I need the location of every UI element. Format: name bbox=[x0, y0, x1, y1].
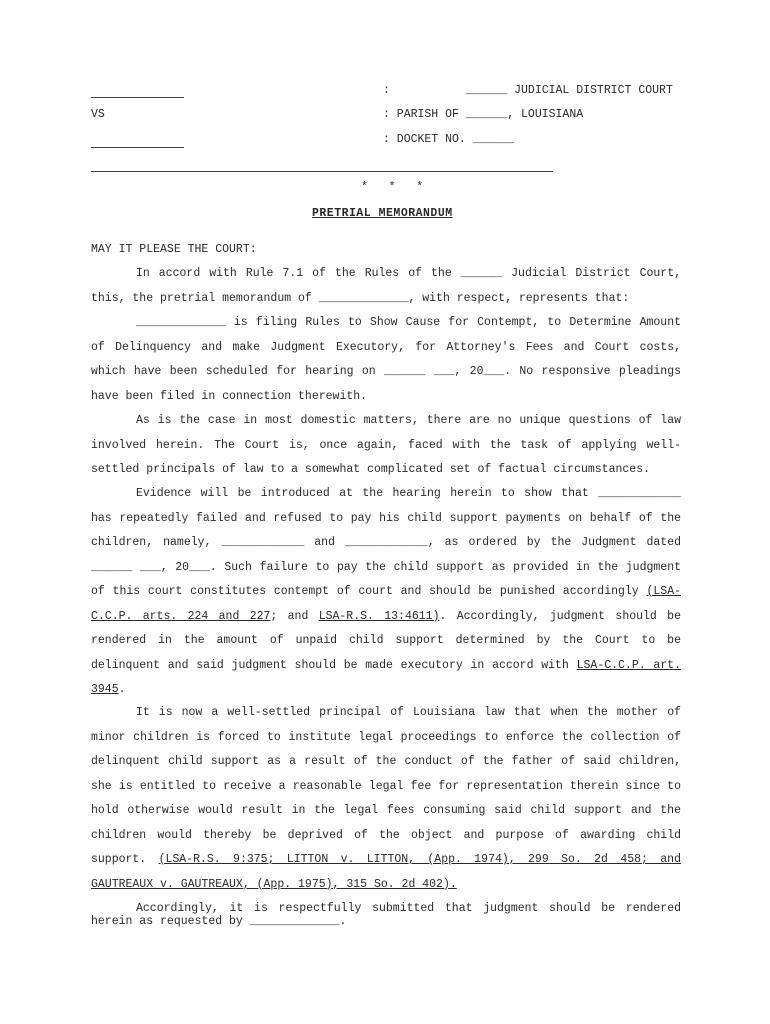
section-stars: * * * bbox=[361, 181, 424, 194]
paragraph-4-text-a: Evidence will be introduced at the hearing herein to show that ____________ has repeatedly failed and refused to pay his child support payments on behalf of the children, namely, ____________ and ____________, as ordered by the Judgment dated ______ ___, 20___. Such failure to pay the child support as provided in the judgment of this court constitutes contempt of court and should be punished accordingly bbox=[91, 487, 681, 598]
paragraph-4-text-d: . bbox=[118, 683, 126, 696]
vs-label: VS bbox=[91, 108, 105, 121]
document-title: PRETRIAL MEMORANDUM bbox=[312, 207, 453, 220]
citation-ccp-224-227: (LSA-C.C.P. arts. 224 and 227 bbox=[91, 585, 681, 623]
defendant-blank-line bbox=[91, 147, 184, 148]
parish-line: : PARISH OF ______, LOUISIANA bbox=[383, 108, 584, 121]
paragraph-4-text-b: ; and bbox=[270, 609, 319, 623]
paragraph-5-text: It is now a well-settled principal of Louisiana law that when the mother of minor children is forced to institute legal proceedings to enforce the collection of delinquent child support as a result of the conduct of the father of said children, she is entitled to receive a reasonable legal fee for representation therein since to hold otherwise would result in the legal fees consuming said child support and the children would thereby be deprived of the object and purpose of awarding child support. bbox=[91, 706, 681, 866]
paragraph-1: In accord with Rule 7.1 of the Rules of the ______ Judicial District Court, this, the pretrial memorandum of _____________, with respect, represents that: bbox=[91, 267, 681, 305]
paragraph-4 bbox=[91, 482, 681, 703]
paragraph-2: _____________ is filing Rules to Show Cause for Contempt, to Determine Amount of Delinquency and make Judgment Executory, for Attorney's Fees and Court costs, which have been scheduled for hearing on ______ ___, 20___. No responsive pleadings have been filed in connection therewith. bbox=[91, 316, 681, 403]
court-line: : ______ JUDICIAL DISTRICT COURT bbox=[383, 84, 673, 97]
citation-litton-gautreaux: (LSA-R.S. 9:375; LITTON v. LITTON, (App. 1974), 299 So. 2d 458; and GAUTREAUX v. GAUTREAUX, (App. 1975), 315 So. 2d 402). bbox=[91, 853, 681, 891]
citation-rs-13-4611: LSA-R.S. 13:4611) bbox=[318, 609, 440, 623]
caption-divider bbox=[91, 171, 553, 172]
docket-line: : DOCKET NO. ______ bbox=[383, 133, 515, 146]
salutation: MAY IT PLEASE THE COURT: bbox=[91, 243, 257, 256]
paragraph-5 bbox=[91, 701, 681, 897]
citation-ccp-3945: LSA-C.C.P. art. 3945 bbox=[91, 658, 681, 696]
paragraph-6: Accordingly, it is respectfully submitted that judgment should be rendered herein as requested by _____________. bbox=[91, 902, 681, 928]
paragraph-4-text-c: . Accordingly, judgment should be rendered in the amount of unpaid child support determined by the Court to be delinquent and said judgment should be made executory in accord with bbox=[91, 609, 681, 672]
paragraph-3: As is the case in most domestic matters, there are no unique questions of law involved herein. The Court is, once again, faced with the task of applying well-settled principals of law to a somewhat complicated set of factual circumstances. bbox=[91, 414, 681, 476]
plaintiff-blank-line bbox=[91, 97, 184, 98]
